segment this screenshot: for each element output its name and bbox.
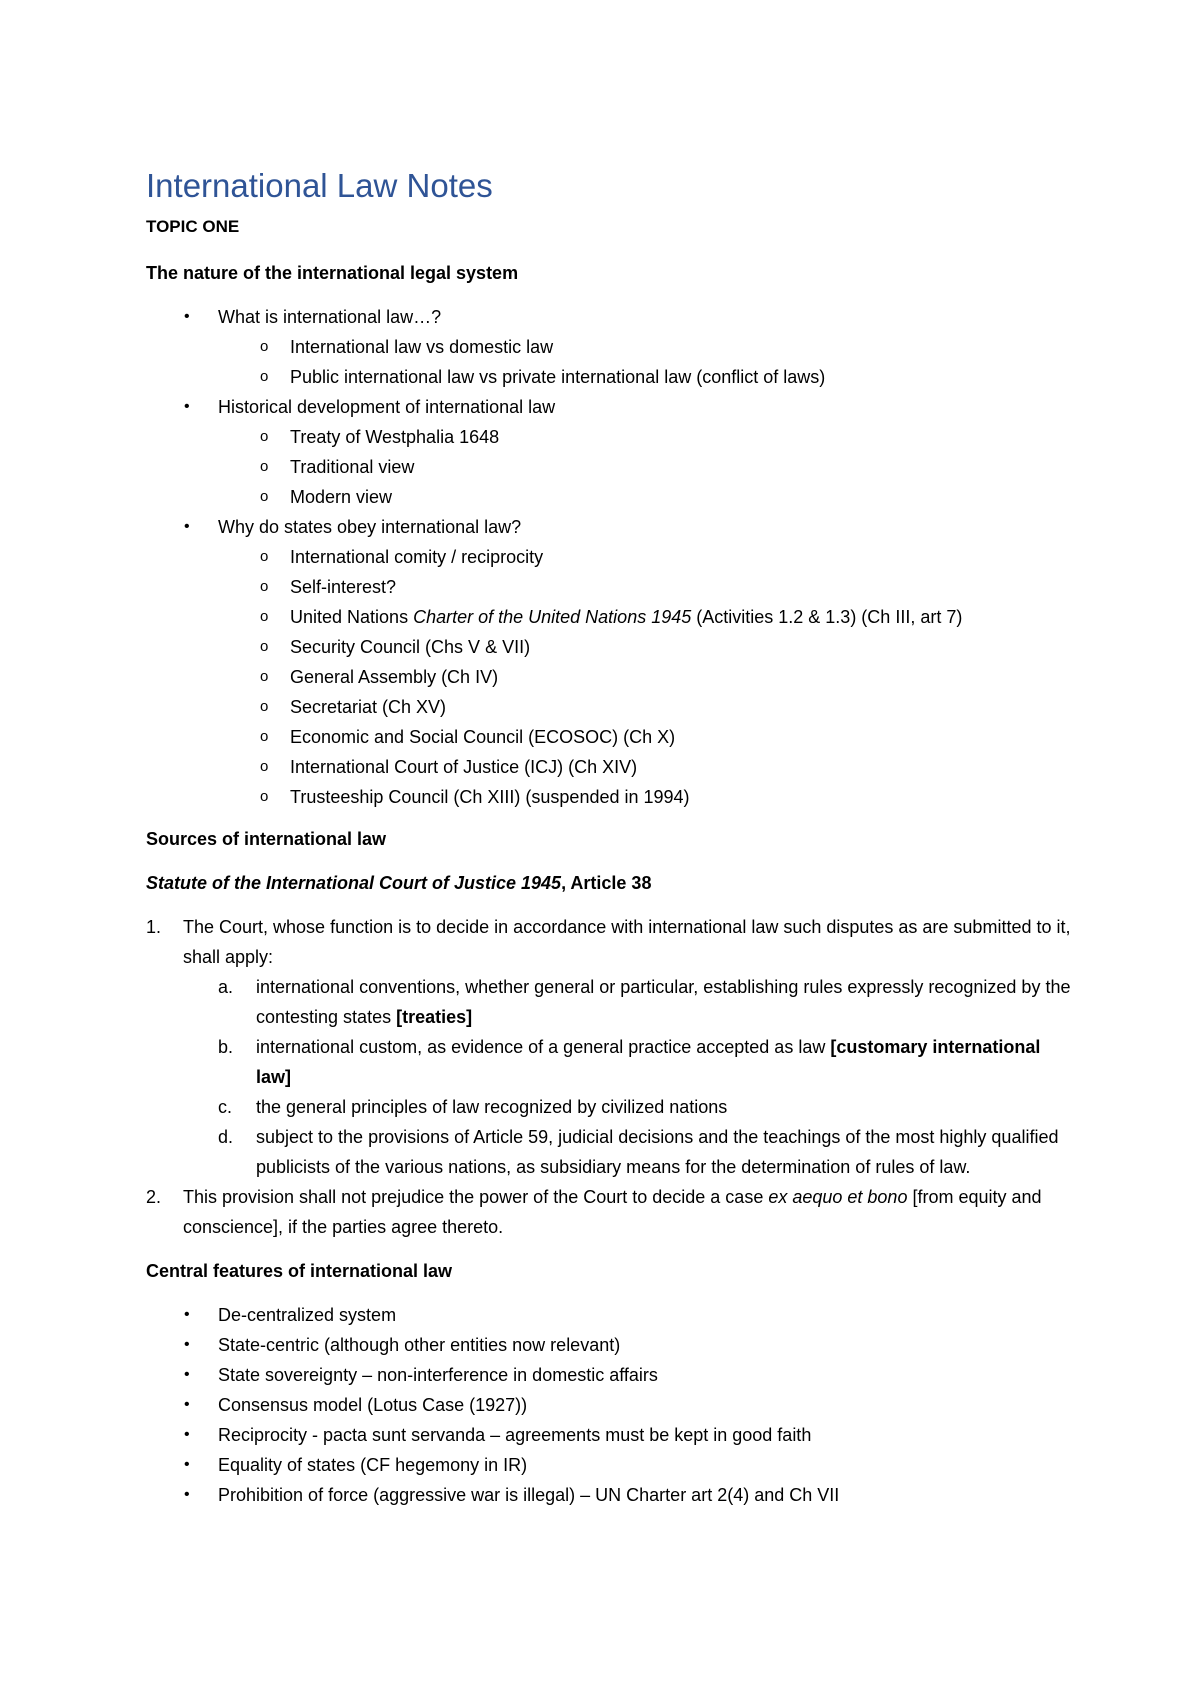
section-heading-central-features: Central features of international law: [146, 1261, 453, 1281]
un-item-prefix: United Nations: [290, 607, 414, 627]
lettered-item-text: subject to the provisions of Article 59, judicial decisions and the teachings of the most highly qualified publicists of the various nations, as subsidiary means for the determination of rules of law.: [256, 1127, 1059, 1177]
lettered-item-note: [treaties]: [396, 1007, 473, 1027]
list-item: [146, 302, 1076, 392]
article-38-list: [146, 912, 1076, 1242]
lettered-item-note: [customary international law]: [256, 1037, 1041, 1087]
sub-list: [218, 422, 1076, 512]
lettered-item: [146, 972, 1076, 1032]
sub-item-text: International comity / reciprocity: [290, 547, 544, 567]
bullet-icon: •: [184, 398, 190, 415]
sub-list-item: [218, 572, 1076, 602]
sub-bullet-icon: o: [260, 458, 269, 475]
sub-bullet-icon: o: [260, 548, 269, 565]
sub-list: [218, 332, 1076, 392]
item-letter: a.: [218, 977, 234, 997]
lettered-item-text: the general principles of law recognized by civilized nations: [256, 1097, 728, 1117]
sub-list-item: [218, 542, 1076, 572]
numbered-item: [146, 1182, 1076, 1242]
sub-list-item: [218, 632, 1076, 662]
sub-item-text: Self-interest?: [290, 577, 397, 597]
sub-item-text: Economic and Social Council (ECOSOC) (Ch X): [290, 727, 676, 747]
item-text: The Court, whose function is to decide in accordance with international law such disputes as are submitted to it, shall apply:: [183, 917, 1071, 967]
sub-item-text: Traditional view: [290, 457, 415, 477]
item-text: This provision shall not prejudice the power of the Court to decide a case: [183, 1187, 769, 1207]
sub-item-text: Secretariat (Ch XV): [290, 697, 447, 717]
section-heading-sources: Sources of international law: [146, 829, 387, 849]
un-item-suffix: (Activities 1.2 & 1.3) (Ch III, art 7): [691, 607, 963, 627]
features-bullet-list: [146, 1300, 1076, 1510]
sub-bullet-icon: o: [260, 638, 269, 655]
list-item-text: Reciprocity - pacta sunt servanda – agreements must be kept in good faith: [218, 1425, 812, 1445]
lettered-item: [146, 1032, 1076, 1092]
sub-bullet-icon: o: [260, 428, 269, 445]
item-text-continued: [from equity and conscience], if the parties agree thereto.: [183, 1187, 1042, 1237]
list-item: [146, 1450, 1076, 1480]
list-item: [146, 1300, 1076, 1330]
sub-list: [218, 542, 1076, 812]
lettered-item-text: international custom, as evidence of a general practice accepted as law: [256, 1037, 831, 1057]
bullet-icon: •: [184, 1336, 190, 1353]
list-item: [146, 1420, 1076, 1450]
bullet-icon: •: [184, 1366, 190, 1383]
bullet-icon: •: [184, 308, 190, 325]
list-item-text: State sovereignty – non-interference in domestic affairs: [218, 1365, 658, 1385]
list-item-text: Historical development of international law: [218, 397, 556, 417]
list-item-text: Why do states obey international law?: [218, 517, 522, 537]
un-charter-title: Charter of the United Nations 1945: [413, 607, 692, 627]
list-item-text: State-centric (although other entities now relevant): [218, 1335, 621, 1355]
bullet-icon: •: [184, 1426, 190, 1443]
sub-item-text: International law vs domestic law: [290, 337, 554, 357]
sub-list-item: [218, 362, 1076, 392]
list-item: [146, 392, 1076, 512]
statute-heading: [146, 868, 1076, 898]
section-heading-nature: The nature of the international legal system: [146, 263, 519, 283]
sub-list-item: [218, 602, 1076, 632]
sub-list-item: [218, 752, 1076, 782]
item-number: 1.: [146, 917, 162, 937]
lettered-item-text: international conventions, whether general or particular, establishing rules expressly recognized by the contesting states: [256, 977, 1071, 1027]
item-number: 2.: [146, 1187, 162, 1207]
sub-list-item: [218, 452, 1076, 482]
list-item: [146, 1330, 1076, 1360]
sub-bullet-icon: o: [260, 698, 269, 715]
sub-bullet-icon: o: [260, 578, 269, 595]
sub-bullet-icon: o: [260, 728, 269, 745]
list-item-text: Prohibition of force (aggressive war is illegal) – UN Charter art 2(4) and Ch VII: [218, 1485, 840, 1505]
list-item: [146, 512, 1076, 812]
item-letter: c.: [218, 1097, 233, 1117]
sub-item-text: Security Council (Chs V & VII): [290, 637, 531, 657]
item-letter: d.: [218, 1127, 234, 1147]
bullet-icon: •: [184, 1396, 190, 1413]
sub-bullet-icon: o: [260, 338, 269, 355]
sub-list-item: [218, 482, 1076, 512]
sub-list-item: [218, 422, 1076, 452]
document-page: [146, 166, 1076, 1522]
lettered-item: [146, 1122, 1076, 1182]
sub-item-text: International Court of Justice (ICJ) (Ch XIV): [290, 757, 638, 777]
numbered-item: [146, 912, 1076, 1182]
sub-bullet-icon: o: [260, 488, 269, 505]
sub-list-item: [218, 722, 1076, 752]
sub-bullet-icon: o: [260, 368, 269, 385]
list-item: [146, 1480, 1076, 1510]
statute-title: Statute of the International Court of Justice 1945: [146, 873, 562, 893]
sub-bullet-icon: o: [260, 758, 269, 775]
bullet-icon: •: [184, 1306, 190, 1323]
sub-item-text: Modern view: [290, 487, 393, 507]
sub-list-item: [218, 782, 1076, 812]
bullet-icon: •: [184, 1486, 190, 1503]
item-letter: b.: [218, 1037, 234, 1057]
sub-list-item: [218, 332, 1076, 362]
lettered-item: [146, 1092, 1076, 1122]
sub-list-item: [218, 692, 1076, 722]
sub-bullet-icon: o: [260, 668, 269, 685]
list-item-text: Equality of states (CF hegemony in IR): [218, 1455, 528, 1475]
sub-bullet-icon: o: [260, 608, 269, 625]
list-item: [146, 1360, 1076, 1390]
bullet-icon: •: [184, 518, 190, 535]
nature-bullet-list: [146, 302, 1076, 812]
sub-list-item: [218, 662, 1076, 692]
sub-item-text: Trusteeship Council (Ch XIII) (suspended in 1994): [290, 787, 690, 807]
statute-article: , Article 38: [561, 873, 652, 893]
sub-item-text: Public international law vs private international law (conflict of laws): [290, 367, 826, 387]
lettered-list: [183, 972, 1076, 1182]
list-item-text: De-centralized system: [218, 1305, 397, 1325]
sub-item-text: Treaty of Westphalia 1648: [290, 427, 500, 447]
list-item-text: What is international law…?: [218, 307, 442, 327]
latin-phrase: ex aequo et bono: [768, 1187, 908, 1207]
topic-label: TOPIC ONE: [146, 217, 240, 236]
list-item-text: Consensus model (Lotus Case (1927)): [218, 1395, 528, 1415]
document-title: International Law Notes: [146, 167, 493, 204]
bullet-icon: •: [184, 1456, 190, 1473]
list-item: [146, 1390, 1076, 1420]
sub-item-text: General Assembly (Ch IV): [290, 667, 499, 687]
sub-bullet-icon: o: [260, 788, 269, 805]
